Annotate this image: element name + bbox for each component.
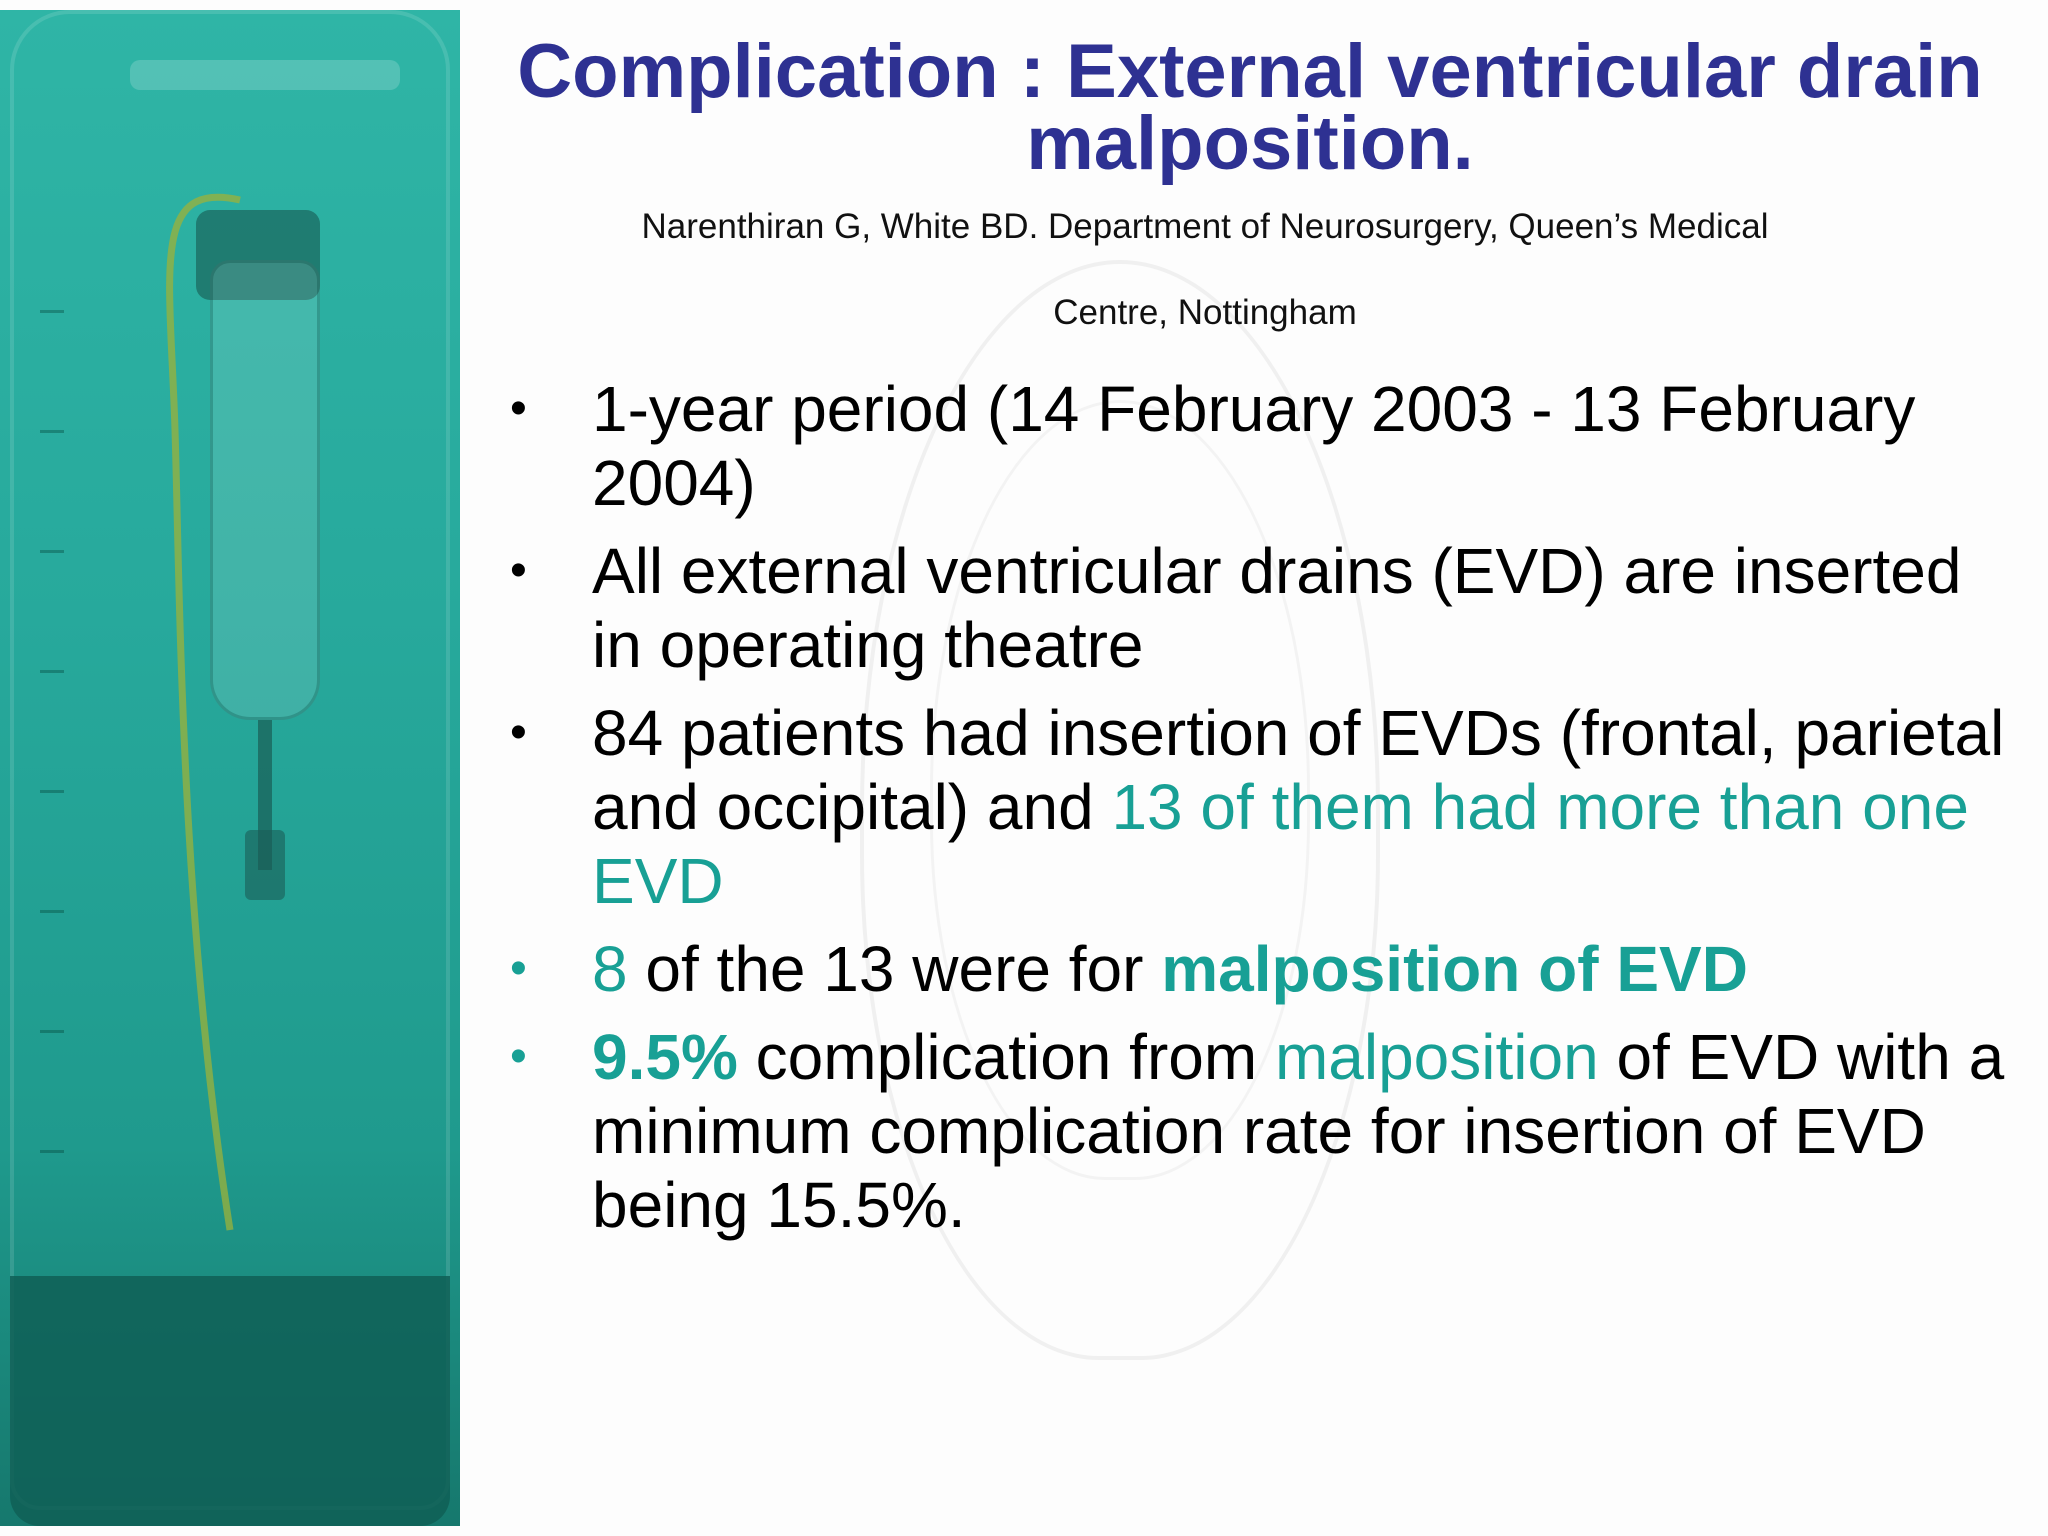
bullet-text-segment: 9.5%	[592, 1021, 738, 1093]
scale-mark	[40, 550, 64, 553]
bullet-item	[510, 372, 2010, 520]
bullet-text-segment: 13 of them had more than one EVD	[592, 771, 1969, 917]
scale-mark	[40, 1150, 64, 1153]
authors-line-2: Centre, Nottingham	[1053, 293, 1357, 332]
bullet-item	[510, 696, 2010, 918]
bullet-item	[510, 534, 2010, 682]
bullet-text-segment: 8	[592, 933, 628, 1005]
bullet-dot-icon: •	[510, 706, 527, 759]
bag-fluid-bottom	[10, 1276, 450, 1526]
bullet-dot-icon: •	[510, 382, 527, 435]
bullet-text-segment: malposition	[1274, 1021, 1599, 1093]
scale-mark	[40, 790, 64, 793]
bullet-text-segment: 1-year period (14 February 2003 - 13 February 2004)	[592, 373, 1916, 519]
slide-title: Complication : External ventricular drain malposition.	[517, 29, 1983, 186]
scale-mark	[40, 910, 64, 913]
scale-mark	[40, 1030, 64, 1033]
bullet-item	[510, 932, 2010, 1006]
scale-mark	[40, 430, 64, 433]
bullet-dot-icon: •	[510, 544, 527, 597]
bullet-text-segment: complication from	[737, 1021, 1275, 1093]
bullet-dot-icon: •	[510, 942, 527, 995]
bullet-text-segment: 84 patients had insertion of EVDs (frontal, parietal and occipital) and	[592, 697, 2005, 843]
scale-mark	[40, 310, 64, 313]
authors-line-1: Narenthiran G, White BD. Department of Neurosurgery, Queen’s Medical	[641, 207, 1769, 246]
csf-drainage-bag-image	[0, 10, 460, 1526]
bullet-list	[510, 372, 2010, 1256]
bullet-text-segment: malposition of EVD	[1161, 933, 1748, 1005]
bullet-text-segment: of EVD with a minimum complication rate for insertion of EVD being 15.5%.	[592, 1021, 2005, 1241]
bullet-text-segment: of the 13 were for	[627, 933, 1162, 1005]
bullet-item	[510, 1020, 2010, 1242]
bullet-text-segment: All external ventricular drains (EVD) are inserted in operating theatre	[592, 535, 1962, 681]
scale-mark	[40, 670, 64, 673]
slide-authors	[480, 184, 1930, 356]
bullet-dot-icon: •	[510, 1030, 527, 1083]
